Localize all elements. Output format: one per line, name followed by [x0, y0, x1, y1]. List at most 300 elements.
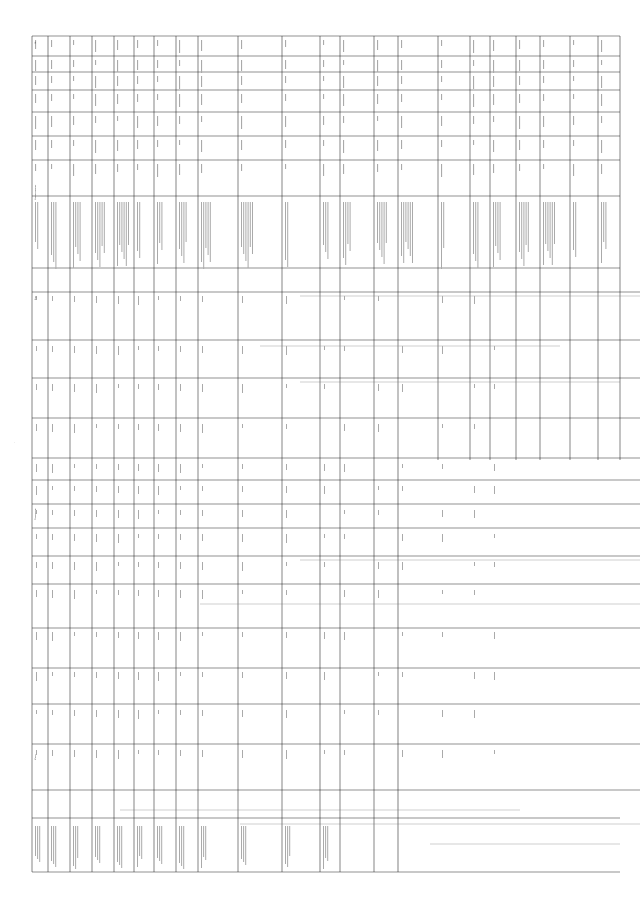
cell-text [35, 94, 36, 103]
row-title-text [53, 826, 54, 864]
cell-text [377, 76, 378, 86]
numeric-cell [324, 534, 325, 538]
description-text [605, 202, 606, 249]
cell-text [573, 60, 574, 67]
cell-text [137, 140, 138, 149]
numeric-cell [494, 464, 495, 471]
row-title-text [77, 826, 78, 858]
numeric-cell [74, 486, 75, 491]
row-title-text [287, 826, 288, 867]
row-title-text [241, 826, 242, 859]
numeric-cell [158, 346, 159, 351]
cell-text [117, 76, 118, 86]
description-text [523, 202, 524, 266]
cell-text [323, 116, 324, 125]
numeric-cell [96, 562, 97, 571]
numeric-cell [96, 464, 97, 469]
description-text [137, 202, 138, 251]
cell-text [35, 76, 36, 85]
cell-text [493, 164, 494, 173]
row-title-text [205, 826, 206, 860]
description-text [493, 202, 494, 267]
description-text [121, 202, 122, 252]
numeric-cell [202, 486, 203, 491]
numeric-cell [36, 346, 37, 351]
description-text [408, 202, 409, 249]
numeric-cell [158, 710, 159, 714]
numeric-cell [344, 424, 345, 431]
cell-text [285, 164, 286, 169]
cell-text [493, 40, 494, 51]
numeric-cell [74, 534, 75, 541]
column-band-label: Наименование [35, 184, 37, 200]
description-text [495, 202, 496, 246]
numeric-cell [74, 424, 75, 433]
cell-text [441, 140, 442, 147]
column-band-label: № [35, 41, 37, 44]
cell-text [441, 164, 442, 177]
cell-text [473, 40, 474, 53]
cell-text [401, 60, 402, 70]
description-text [205, 202, 206, 248]
row-title-text [323, 826, 324, 869]
numeric-cell [494, 384, 495, 389]
description-text [241, 202, 242, 247]
cell-text [51, 116, 52, 127]
numeric-cell [344, 632, 345, 640]
numeric-cell [96, 424, 97, 428]
description-text [77, 202, 78, 254]
description-text [543, 202, 544, 265]
description-text [601, 202, 602, 263]
cell-text [73, 60, 74, 67]
description-text [53, 202, 54, 262]
numeric-cell [242, 562, 243, 571]
numeric-cell [202, 534, 203, 541]
cell-text [117, 60, 118, 72]
numeric-cell [52, 346, 53, 352]
column-band-label: Итого [35, 754, 37, 760]
description-text [95, 202, 96, 253]
cell-text [519, 60, 520, 71]
numeric-cell [286, 424, 287, 429]
cell-text [519, 76, 520, 85]
numeric-cell [344, 750, 345, 755]
cell-text [51, 76, 52, 83]
cell-text [401, 40, 402, 48]
numeric-cell [344, 510, 345, 514]
cell-text [441, 94, 442, 100]
row-title-text [245, 826, 246, 865]
numeric-cell [118, 750, 119, 759]
numeric-cell [36, 590, 37, 597]
numeric-cell [202, 424, 203, 433]
cell-text [179, 76, 180, 89]
numeric-cell [242, 296, 243, 303]
cell-text [157, 164, 158, 177]
numeric-cell [180, 384, 181, 391]
numeric-cell [138, 346, 139, 350]
numeric-cell [402, 632, 403, 636]
numeric-cell [158, 750, 159, 755]
row-title-text [35, 826, 36, 856]
description-text [325, 202, 326, 252]
numeric-cell [474, 672, 475, 679]
numeric-cell [52, 710, 53, 715]
cell-text [543, 94, 544, 101]
numeric-cell [202, 384, 203, 392]
numeric-cell [74, 510, 75, 516]
numeric-cell [286, 590, 287, 595]
numeric-cell [52, 486, 53, 490]
cell-text [473, 140, 474, 145]
numeric-cell [36, 464, 37, 472]
numeric-cell [344, 710, 345, 714]
numeric-cell [138, 632, 139, 639]
numeric-cell [158, 296, 159, 300]
numeric-cell [74, 464, 75, 468]
numeric-cell [158, 486, 159, 495]
numeric-cell [324, 672, 325, 680]
description-text [547, 202, 548, 251]
numeric-cell [74, 672, 75, 677]
numeric-cell [324, 464, 325, 471]
row-title-text [137, 826, 138, 867]
numeric-cell [242, 672, 243, 678]
cell-text [493, 76, 494, 87]
numeric-cell [138, 534, 139, 538]
numeric-cell [494, 534, 495, 538]
cell-text [179, 140, 180, 145]
numeric-cell [286, 510, 287, 518]
description-text [104, 202, 105, 253]
cell-text [473, 116, 474, 124]
numeric-cell [36, 486, 37, 495]
cell-text [285, 40, 286, 47]
cell-text [377, 94, 378, 104]
row-title-text [99, 826, 100, 863]
numeric-cell [286, 486, 287, 493]
description-text [35, 202, 36, 242]
cell-text [441, 40, 442, 46]
cell-text [35, 116, 36, 129]
numeric-cell [378, 590, 379, 598]
description-text [161, 202, 162, 250]
description-text [497, 202, 498, 253]
description-text [252, 202, 253, 254]
numeric-cell [118, 384, 119, 388]
description-text [603, 202, 604, 242]
row-title-text [183, 826, 184, 869]
row-title-text [289, 826, 290, 856]
numeric-cell [180, 464, 181, 473]
numeric-cell [202, 672, 203, 677]
numeric-cell [180, 346, 181, 352]
page-marker: · [12, 441, 18, 444]
row-title-text [203, 826, 204, 857]
description-text [186, 202, 187, 242]
cell-text [137, 60, 138, 70]
numeric-cell [52, 510, 53, 515]
description-text [473, 202, 474, 254]
cell-text [343, 140, 344, 153]
cell-text [323, 164, 324, 176]
cell-text [573, 140, 574, 146]
description-text [475, 202, 476, 261]
description-text [500, 202, 501, 260]
cell-text [573, 116, 574, 125]
numeric-cell [202, 346, 203, 353]
cell-text [573, 76, 574, 81]
numeric-cell [138, 710, 139, 719]
numeric-cell [52, 384, 53, 391]
numeric-cell [74, 710, 75, 716]
row-title-text [121, 826, 122, 868]
column-band-label: Показатель [35, 508, 37, 520]
cell-text [473, 76, 474, 89]
numeric-cell [118, 562, 119, 566]
numeric-cell [180, 562, 181, 569]
cell-text [179, 116, 180, 124]
description-text [347, 202, 348, 244]
cell-text [73, 40, 74, 45]
description-text [528, 202, 529, 252]
numeric-cell [242, 710, 243, 717]
numeric-cell [474, 562, 475, 566]
cell-text [157, 116, 158, 126]
numeric-cell [286, 562, 287, 566]
description-text [117, 202, 118, 266]
description-text [350, 202, 351, 251]
cell-text [323, 76, 324, 81]
description-text [126, 202, 127, 266]
description-text [208, 202, 209, 255]
row-title-text [119, 826, 120, 865]
description-text [181, 202, 182, 256]
cell-text [117, 116, 118, 121]
numeric-cell [442, 424, 443, 428]
numeric-cell [180, 750, 181, 756]
numeric-cell [74, 346, 75, 353]
cell-text [137, 40, 138, 48]
numeric-cell [442, 296, 443, 303]
numeric-cell [138, 486, 139, 494]
cell-text [95, 116, 96, 123]
numeric-cell [474, 510, 475, 518]
cell-text [377, 140, 378, 151]
cell-text [51, 164, 52, 169]
numeric-cell [96, 750, 97, 758]
cell-text [137, 116, 138, 128]
numeric-cell [96, 672, 97, 678]
description-text [99, 202, 100, 267]
description-text [159, 202, 160, 243]
numeric-cell [138, 384, 139, 389]
row-title-text [201, 826, 202, 868]
cell-text [241, 94, 242, 103]
numeric-cell [96, 296, 97, 303]
row-title-text [325, 826, 326, 858]
cell-text [377, 116, 378, 121]
cell-text [543, 76, 544, 83]
cell-text [201, 40, 202, 51]
cell-text [157, 94, 158, 100]
numeric-cell [202, 632, 203, 636]
description-text [443, 202, 444, 248]
cell-text [241, 76, 242, 85]
cell-text [117, 164, 118, 172]
numeric-cell [74, 590, 75, 599]
numeric-cell [36, 384, 37, 390]
cell-text [117, 140, 118, 151]
numeric-cell [442, 632, 443, 637]
numeric-cell [180, 590, 181, 598]
cell-text [201, 140, 202, 152]
numeric-cell [180, 424, 181, 432]
numeric-cell [118, 296, 119, 304]
cell-text [241, 140, 242, 150]
description-text [403, 202, 404, 263]
numeric-cell [36, 632, 37, 640]
numeric-cell [158, 510, 159, 514]
numeric-cell [286, 464, 287, 470]
table-grid [32, 36, 640, 872]
cell-text [179, 94, 180, 107]
cell-text [519, 164, 520, 171]
cell-text [343, 164, 344, 174]
description-text [384, 202, 385, 264]
cell-text [137, 164, 138, 170]
numeric-cell [286, 632, 287, 638]
numeric-cell [202, 562, 203, 570]
cell-text [73, 94, 74, 99]
cell-text [51, 94, 52, 101]
cell-text [35, 60, 36, 71]
numeric-cell [36, 672, 37, 681]
cell-text [285, 140, 286, 148]
cell-text [493, 60, 494, 73]
numeric-cell [52, 424, 53, 432]
cell-text [601, 40, 602, 52]
numeric-cell [52, 562, 53, 569]
numeric-cell [118, 710, 119, 718]
numeric-cell [474, 384, 475, 388]
row-title-text [95, 826, 96, 857]
description-text [75, 202, 76, 247]
numeric-cell [494, 672, 495, 680]
numeric-cell [324, 562, 325, 567]
cell-text [601, 60, 602, 65]
cell-text [95, 76, 96, 88]
row-title-text [73, 826, 74, 866]
description-text [124, 202, 125, 259]
cell-text [35, 164, 36, 171]
numeric-cell [286, 346, 287, 355]
description-text [157, 202, 158, 264]
numeric-cell [118, 346, 119, 355]
numeric-cell [474, 710, 475, 718]
cell-text [241, 60, 242, 71]
numeric-cell [180, 296, 181, 301]
cell-text [323, 40, 324, 45]
numeric-cell [242, 486, 243, 492]
description-text [401, 202, 402, 256]
numeric-cell [202, 590, 203, 599]
numeric-cell [138, 590, 139, 596]
row-title-text [285, 826, 286, 864]
row-title-text [75, 826, 76, 869]
numeric-cell [402, 562, 403, 570]
numeric-cell [378, 424, 379, 432]
numeric-cell [74, 632, 75, 636]
numeric-cell [158, 672, 159, 681]
cell-text [377, 40, 378, 50]
cell-text [241, 40, 242, 49]
cell-text [137, 94, 138, 102]
cell-text [73, 164, 74, 176]
cell-text [201, 76, 202, 87]
cell-text [51, 140, 52, 148]
description-text [250, 202, 251, 247]
cell-text [343, 76, 344, 88]
numeric-cell [344, 534, 345, 539]
numeric-cell [118, 632, 119, 638]
numeric-cell [242, 464, 243, 469]
numeric-cell [36, 424, 37, 431]
cell-text [117, 94, 118, 104]
cell-text [493, 116, 494, 122]
row-title-text [157, 826, 158, 858]
numeric-cell [324, 346, 325, 350]
numeric-cell [180, 510, 181, 515]
cell-text [573, 40, 574, 45]
numeric-cell [286, 384, 287, 388]
description-text [80, 202, 81, 261]
numeric-cell [442, 534, 443, 542]
description-text [441, 202, 442, 269]
numeric-cell [158, 534, 159, 539]
numeric-cell [118, 672, 119, 679]
description-text [519, 202, 520, 252]
description-text [379, 202, 380, 250]
numeric-cell [96, 486, 97, 492]
numeric-cell [344, 590, 345, 597]
cell-text [543, 164, 544, 169]
description-text [287, 202, 288, 267]
numeric-cell [202, 296, 203, 302]
numeric-cell [180, 672, 181, 676]
numeric-cell [118, 486, 119, 493]
numeric-cell [402, 750, 403, 757]
numeric-cell [96, 346, 97, 354]
cell-text [441, 76, 442, 82]
numeric-cell [474, 424, 475, 429]
cell-text [343, 116, 344, 123]
cell-text [519, 94, 520, 103]
description-text [119, 202, 120, 245]
numeric-cell [494, 346, 495, 350]
description-text [410, 202, 411, 256]
row-title-text [39, 826, 40, 862]
numeric-cell [96, 384, 97, 393]
cell-text [493, 140, 494, 152]
cell-text [117, 40, 118, 50]
numeric-cell [402, 672, 403, 677]
numeric-cell [118, 590, 119, 595]
description-text [323, 202, 324, 245]
numeric-cell [474, 590, 475, 595]
numeric-cell [442, 590, 443, 594]
